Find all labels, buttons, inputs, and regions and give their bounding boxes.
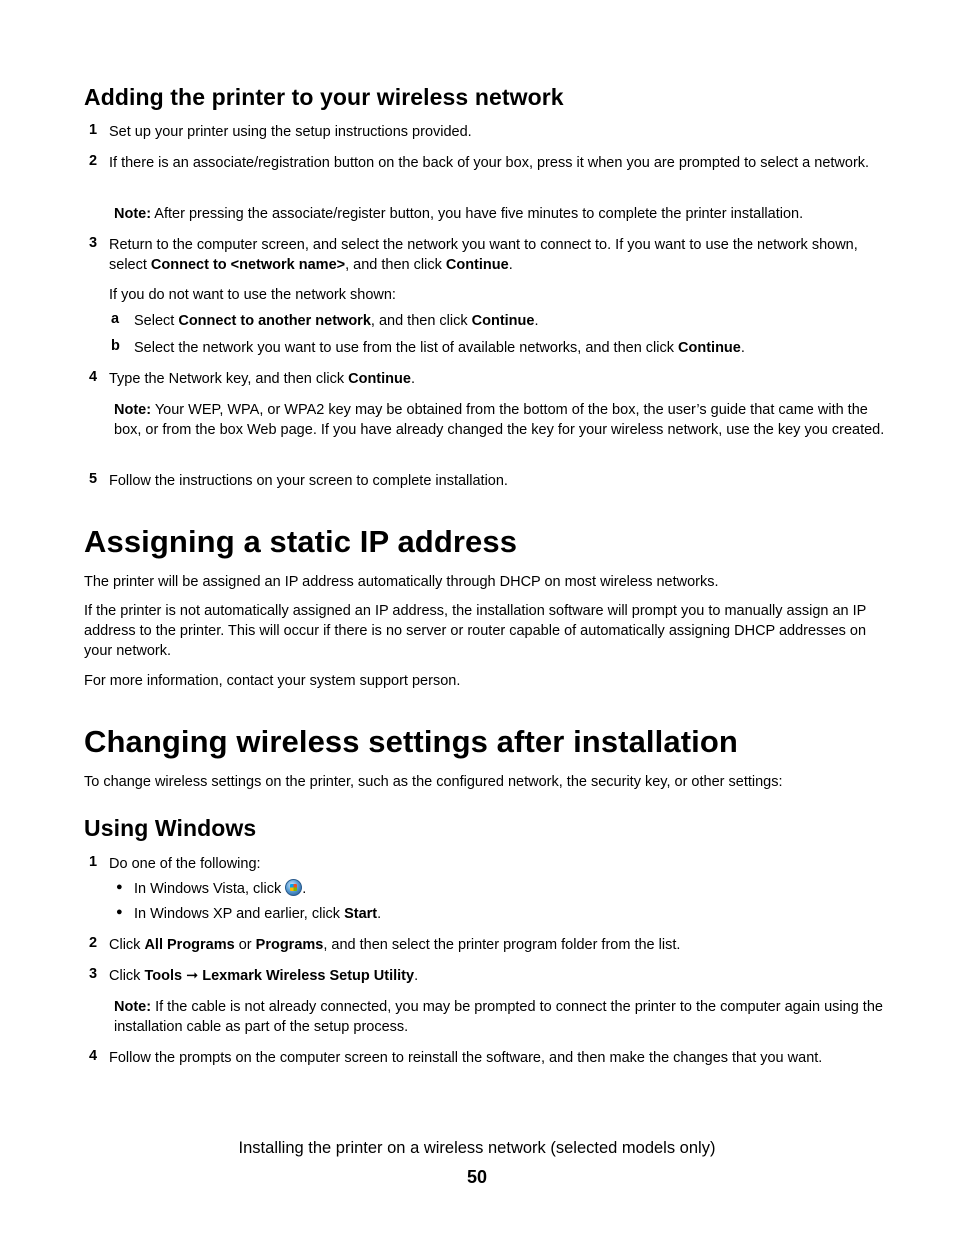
footer-title: Installing the printer on a wireless network (selected models only) xyxy=(238,1139,716,1157)
ui-label: Lexmark Wireless Setup Utility xyxy=(202,968,415,984)
substep-letter: a xyxy=(111,311,120,327)
note xyxy=(114,400,889,440)
substep-text: Select Connect to another network, and then click Continue. xyxy=(134,313,539,329)
step-text: Set up your printer using the setup instructions provided. xyxy=(109,124,472,140)
ui-label: Start xyxy=(344,906,378,922)
arrow-icon: ➞ xyxy=(182,968,203,984)
step-number: 5 xyxy=(89,471,98,487)
note-label: Note: xyxy=(114,206,152,222)
ui-label: Continue xyxy=(445,257,509,273)
note-label: Note: xyxy=(114,402,152,418)
note-label: Note: xyxy=(114,999,152,1015)
step-number: 2 xyxy=(89,153,98,169)
step-text: Follow the instructions on your screen to complete installation. xyxy=(109,473,508,489)
section-heading-static-ip: Assigning a static IP address xyxy=(84,524,518,559)
step-number: 4 xyxy=(89,1048,98,1064)
step-number: 3 xyxy=(89,966,98,982)
step-number: 2 xyxy=(89,935,98,951)
note-text: If the cable is not already connected, you may be prompted to connect the printer to the computer again using the installation cable as part of the setup process. xyxy=(114,999,883,1035)
ui-label: All Programs xyxy=(144,937,235,953)
ui-label: Programs xyxy=(255,937,324,953)
ui-label: Tools xyxy=(144,968,183,984)
section-heading-adding-printer: Adding the printer to your wireless network xyxy=(84,84,564,110)
paragraph: The printer will be assigned an IP address automatically through DHCP on most wireless networks. xyxy=(84,574,719,590)
step-text: Return to the computer screen, and select the network you want to connect to. If you want to use the network shown, select Connect to <network name>, and then click Continue. xyxy=(109,237,858,273)
paragraph: If the printer is not automatically assigned an IP address, the installation software will prompt you to manually assign an IP address to the printer. This will occur if there is no server or router capable of automatically assigning DHCP addresses on your network. xyxy=(84,603,867,659)
step-number: 3 xyxy=(89,235,98,251)
note-text: After pressing the associate/register button, you have five minutes to complete the printer installation. xyxy=(151,206,804,222)
step-text: If there is an associate/registration button on the back of your box, press it when you are prompted to select a network. xyxy=(109,155,870,171)
ui-label: Connect to <network name> xyxy=(150,257,346,273)
step-text: Do one of the following: xyxy=(109,856,261,872)
ui-label: Continue xyxy=(678,340,741,356)
bullet-text: In Windows XP and earlier, click Start. xyxy=(134,906,382,922)
bullet-text: In Windows Vista, click . xyxy=(134,881,307,897)
step-text: Click All Programs or Programs, and then select the printer program folder from the list. xyxy=(109,937,681,953)
substep-letter: b xyxy=(111,338,120,354)
note xyxy=(114,204,889,224)
ui-label: Connect to another network xyxy=(178,313,371,329)
page-number: 50 xyxy=(466,1167,488,1187)
bullet-icon: ● xyxy=(116,881,123,893)
step-number: 1 xyxy=(89,122,98,138)
paragraph: To change wireless settings on the printer, such as the configured network, the security key, or other settings: xyxy=(84,774,783,790)
step-text: Follow the prompts on the computer screen to reinstall the software, and then make the changes that you want. xyxy=(109,1050,823,1066)
note-text: Your WEP, WPA, or WPA2 key may be obtained from the bottom of the box, the user’s guide that came with the box, or from the box Web page. If you have already changed the key for your wireless network, use the key you created. xyxy=(114,402,885,438)
step-text: Click Tools ➞ Lexmark Wireless Setup Utility. xyxy=(109,968,419,984)
step-text: Type the Network key, and then click Continue. xyxy=(109,371,415,387)
paragraph: If you do not want to use the network shown: xyxy=(109,287,396,303)
step-number: 4 xyxy=(89,369,98,385)
windows-vista-start-icon xyxy=(285,879,302,896)
subsection-heading-using-windows: Using Windows xyxy=(84,815,257,841)
note xyxy=(114,997,889,1037)
substep-text: Select the network you want to use from the list of available networks, and then click Continue. xyxy=(134,340,745,356)
section-heading-changing-settings: Changing wireless settings after installation xyxy=(84,724,738,759)
bullet-icon: ● xyxy=(116,906,123,918)
ui-label: Continue xyxy=(471,313,535,329)
paragraph: For more information, contact your system support person. xyxy=(84,673,461,689)
step-number: 1 xyxy=(89,854,98,870)
ui-label: Continue xyxy=(348,371,411,387)
